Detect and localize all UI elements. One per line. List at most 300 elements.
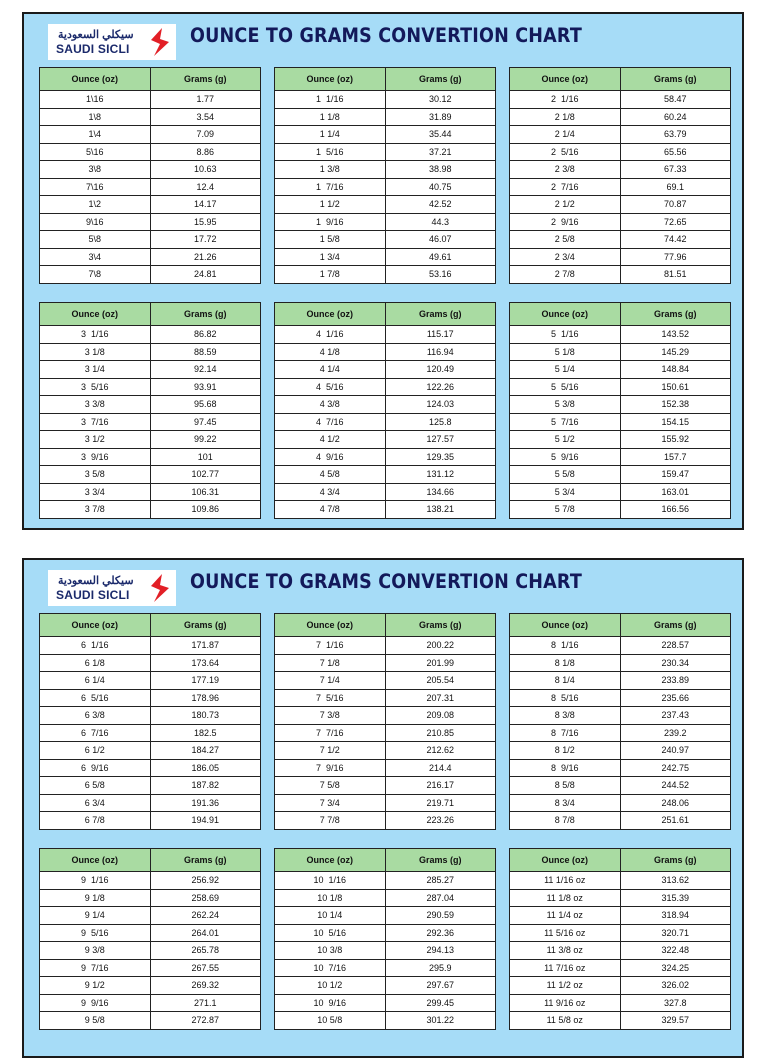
table-row	[510, 413, 731, 431]
table-row	[275, 413, 496, 431]
ounce-cell: 1 7/16	[275, 178, 386, 196]
grams-cell: 60.24	[620, 108, 731, 126]
grams-cell: 12.4	[150, 178, 261, 196]
ounce-cell: 1 3/8	[275, 161, 386, 179]
ounce-cell: 10 5/16	[275, 924, 386, 942]
table-row	[510, 742, 731, 760]
table-row	[510, 637, 731, 655]
conversion-table	[509, 302, 731, 519]
table-row	[275, 942, 496, 960]
grams-cell: 17.72	[150, 231, 261, 249]
ounce-cell: 3 5/8	[40, 466, 151, 484]
grams-cell: 125.8	[385, 413, 496, 431]
grams-cell: 180.73	[150, 707, 261, 725]
table-row	[510, 1012, 731, 1030]
grams-cell: 233.89	[620, 672, 731, 690]
ounce-cell: 6 1/2	[40, 742, 151, 760]
ounce-cell: 2 7/16	[510, 178, 621, 196]
conversion-table	[39, 67, 261, 284]
ounce-cell: 5 1/2	[510, 431, 621, 449]
grams-cell: 267.55	[150, 959, 261, 977]
table-row	[40, 413, 261, 431]
table-row	[510, 777, 731, 795]
grams-column-header: Grams (g)	[385, 68, 496, 91]
grams-cell: 182.5	[150, 724, 261, 742]
page-title: OUNCE TO GRAMS CONVERTION CHART	[190, 570, 582, 593]
sicli-s-icon	[148, 27, 172, 57]
grams-cell: 264.01	[150, 924, 261, 942]
table-row	[275, 777, 496, 795]
ounce-cell: 10 1/16	[275, 872, 386, 890]
grams-cell: 207.31	[385, 689, 496, 707]
ounce-cell: 9 1/2	[40, 977, 151, 995]
table-row	[510, 759, 731, 777]
grams-cell: 14.17	[150, 196, 261, 214]
ounce-column-header: Ounce (oz)	[40, 849, 151, 872]
table-row	[275, 161, 496, 179]
grams-cell: 171.87	[150, 637, 261, 655]
table-row	[40, 959, 261, 977]
grams-cell: 152.38	[620, 396, 731, 414]
table-row	[510, 707, 731, 725]
grams-cell: 318.94	[620, 907, 731, 925]
conversion-table	[274, 848, 496, 1030]
grams-column-header: Grams (g)	[150, 68, 261, 91]
ounce-cell: 3 1/2	[40, 431, 151, 449]
grams-cell: 131.12	[385, 466, 496, 484]
table-row	[40, 724, 261, 742]
ounce-cell: 7 5/16	[275, 689, 386, 707]
grams-cell: 201.99	[385, 654, 496, 672]
ounce-column-header: Ounce (oz)	[275, 303, 386, 326]
table-row	[40, 1012, 261, 1030]
table-row	[40, 213, 261, 231]
ounce-column-header: Ounce (oz)	[40, 303, 151, 326]
ounce-cell: 5 3/8	[510, 396, 621, 414]
grams-cell: 290.59	[385, 907, 496, 925]
table-row	[275, 501, 496, 519]
conversion-table	[274, 613, 496, 830]
table-row	[275, 466, 496, 484]
grams-cell: 173.64	[150, 654, 261, 672]
table-row	[510, 248, 731, 266]
conversion-table	[274, 302, 496, 519]
grams-cell: 219.71	[385, 794, 496, 812]
grams-cell: 3.54	[150, 108, 261, 126]
table-row	[510, 977, 731, 995]
table-row	[510, 196, 731, 214]
table-row	[275, 213, 496, 231]
table-row	[510, 448, 731, 466]
ounce-cell: 11 1/16 oz	[510, 872, 621, 890]
table-row	[40, 977, 261, 995]
ounce-cell: 9 7/16	[40, 959, 151, 977]
table-row	[510, 178, 731, 196]
ounce-cell: 2 9/16	[510, 213, 621, 231]
table-row	[275, 483, 496, 501]
table-row	[510, 689, 731, 707]
grams-cell: 256.92	[150, 872, 261, 890]
table-row	[275, 326, 496, 344]
grams-cell: 163.01	[620, 483, 731, 501]
grams-cell: 1.77	[150, 91, 261, 109]
ounce-cell: 8 7/8	[510, 812, 621, 830]
table-row	[40, 178, 261, 196]
table-row	[510, 501, 731, 519]
ounce-cell: 3 1/8	[40, 343, 151, 361]
table-row	[40, 812, 261, 830]
ounce-cell: 1 1/2	[275, 196, 386, 214]
grams-cell: 35.44	[385, 126, 496, 144]
ounce-cell: 7 9/16	[275, 759, 386, 777]
table-row	[510, 794, 731, 812]
table-row	[275, 143, 496, 161]
grams-cell: 209.08	[385, 707, 496, 725]
grams-cell: 37.21	[385, 143, 496, 161]
grams-cell: 205.54	[385, 672, 496, 690]
table-row	[40, 266, 261, 284]
table-row	[40, 361, 261, 379]
ounce-cell: 8 9/16	[510, 759, 621, 777]
table-row	[275, 266, 496, 284]
conversion-table	[39, 302, 261, 519]
ounce-cell: 5 1/8	[510, 343, 621, 361]
table-row	[510, 161, 731, 179]
grams-cell: 299.45	[385, 994, 496, 1012]
ounce-cell: 4 3/8	[275, 396, 386, 414]
grams-cell: 97.45	[150, 413, 261, 431]
ounce-cell: 11 1/2 oz	[510, 977, 621, 995]
grams-cell: 287.04	[385, 889, 496, 907]
ounce-cell: 9 3/8	[40, 942, 151, 960]
ounce-cell: 1 9/16	[275, 213, 386, 231]
ounce-cell: 6 9/16	[40, 759, 151, 777]
ounce-cell: 6 1/16	[40, 637, 151, 655]
grams-cell: 31.89	[385, 108, 496, 126]
table-row	[510, 483, 731, 501]
ounce-cell: 5 3/4	[510, 483, 621, 501]
ounce-cell: 1 3/4	[275, 248, 386, 266]
table-row	[510, 724, 731, 742]
grams-cell: 65.56	[620, 143, 731, 161]
grams-cell: 129.35	[385, 448, 496, 466]
table-header-row	[40, 849, 261, 872]
table-row	[275, 248, 496, 266]
ounce-cell: 7 1/4	[275, 672, 386, 690]
table-row	[40, 108, 261, 126]
ounce-cell: 5 9/16	[510, 448, 621, 466]
grams-cell: 116.94	[385, 343, 496, 361]
ounce-cell: 5\8	[40, 231, 151, 249]
grams-cell: 186.05	[150, 759, 261, 777]
grams-column-header: Grams (g)	[150, 614, 261, 637]
ounce-column-header: Ounce (oz)	[510, 614, 621, 637]
ounce-cell: 1 7/8	[275, 266, 386, 284]
grams-cell: 95.68	[150, 396, 261, 414]
ounce-cell: 8 3/4	[510, 794, 621, 812]
table-row	[275, 637, 496, 655]
grams-cell: 242.75	[620, 759, 731, 777]
ounce-cell: 3 5/16	[40, 378, 151, 396]
sicli-s-icon	[148, 573, 172, 603]
table-header-row	[275, 68, 496, 91]
grams-cell: 99.22	[150, 431, 261, 449]
grams-cell: 122.26	[385, 378, 496, 396]
ounce-cell: 2 5/16	[510, 143, 621, 161]
table-row	[275, 431, 496, 449]
grams-cell: 244.52	[620, 777, 731, 795]
grams-cell: 86.82	[150, 326, 261, 344]
ounce-cell: 5\16	[40, 143, 151, 161]
table-row	[510, 672, 731, 690]
grams-cell: 194.91	[150, 812, 261, 830]
grams-cell: 15.95	[150, 213, 261, 231]
grams-cell: 216.17	[385, 777, 496, 795]
ounce-cell: 1\16	[40, 91, 151, 109]
table-row	[510, 654, 731, 672]
grams-column-header: Grams (g)	[620, 614, 731, 637]
table-row	[510, 872, 731, 890]
table-header-row	[275, 849, 496, 872]
grams-cell: 77.96	[620, 248, 731, 266]
grams-cell: 154.15	[620, 413, 731, 431]
table-row	[40, 759, 261, 777]
table-row	[510, 396, 731, 414]
ounce-cell: 6 5/8	[40, 777, 151, 795]
saudi-sicli-logo: سيكلي السعودية SAUDI SICLI	[48, 24, 176, 60]
ounce-column-header: Ounce (oz)	[275, 849, 386, 872]
ounce-cell: 1 1/4	[275, 126, 386, 144]
grams-cell: 297.67	[385, 977, 496, 995]
ounce-cell: 1 5/16	[275, 143, 386, 161]
table-row	[510, 378, 731, 396]
grams-cell: 212.62	[385, 742, 496, 760]
ounce-column-header: Ounce (oz)	[510, 849, 621, 872]
table-row	[40, 396, 261, 414]
table-row	[510, 126, 731, 144]
table-row	[40, 326, 261, 344]
ounce-cell: 4 1/4	[275, 361, 386, 379]
grams-cell: 134.66	[385, 483, 496, 501]
table-row	[510, 942, 731, 960]
table-row	[275, 959, 496, 977]
grams-cell: 21.26	[150, 248, 261, 266]
grams-cell: 72.65	[620, 213, 731, 231]
grams-cell: 177.19	[150, 672, 261, 690]
ounce-cell: 8 5/16	[510, 689, 621, 707]
table-row	[40, 994, 261, 1012]
grams-cell: 295.9	[385, 959, 496, 977]
ounce-cell: 9 1/16	[40, 872, 151, 890]
grams-cell: 237.43	[620, 707, 731, 725]
conversion-table	[509, 848, 731, 1030]
ounce-cell: 2 1/4	[510, 126, 621, 144]
table-header-row	[510, 303, 731, 326]
chart-panel-1	[22, 12, 744, 530]
ounce-cell: 6 1/8	[40, 654, 151, 672]
ounce-cell: 7 3/8	[275, 707, 386, 725]
ounce-cell: 9 1/4	[40, 907, 151, 925]
grams-column-header: Grams (g)	[385, 849, 496, 872]
table-row	[275, 178, 496, 196]
grams-cell: 248.06	[620, 794, 731, 812]
ounce-cell: 8 1/2	[510, 742, 621, 760]
ounce-cell: 7 1/2	[275, 742, 386, 760]
grams-cell: 326.02	[620, 977, 731, 995]
grams-cell: 315.39	[620, 889, 731, 907]
conversion-table	[274, 67, 496, 284]
ounce-column-header: Ounce (oz)	[40, 68, 151, 91]
grams-column-header: Grams (g)	[620, 849, 731, 872]
table-row	[40, 942, 261, 960]
grams-cell: 210.85	[385, 724, 496, 742]
grams-cell: 327.8	[620, 994, 731, 1012]
table-row	[275, 707, 496, 725]
grams-cell: 30.12	[385, 91, 496, 109]
ounce-column-header: Ounce (oz)	[510, 303, 621, 326]
grams-cell: 44.3	[385, 213, 496, 231]
ounce-cell: 4 1/16	[275, 326, 386, 344]
table-row	[510, 108, 731, 126]
ounce-cell: 11 5/16 oz	[510, 924, 621, 942]
grams-column-header: Grams (g)	[385, 614, 496, 637]
grams-cell: 109.86	[150, 501, 261, 519]
grams-cell: 269.32	[150, 977, 261, 995]
ounce-cell: 1\4	[40, 126, 151, 144]
conversion-table	[509, 613, 731, 830]
table-row	[275, 196, 496, 214]
table-row	[510, 907, 731, 925]
ounce-cell: 8 1/8	[510, 654, 621, 672]
table-row	[275, 378, 496, 396]
grams-cell: 324.25	[620, 959, 731, 977]
table-row	[40, 742, 261, 760]
grams-cell: 24.81	[150, 266, 261, 284]
grams-cell: 228.57	[620, 637, 731, 655]
table-row	[40, 907, 261, 925]
table-row	[275, 812, 496, 830]
table-row	[40, 872, 261, 890]
table-row	[40, 231, 261, 249]
grams-cell: 115.17	[385, 326, 496, 344]
table-row	[40, 654, 261, 672]
ounce-cell: 10 1/4	[275, 907, 386, 925]
table-row	[275, 977, 496, 995]
table-row	[275, 654, 496, 672]
ounce-cell: 7 5/8	[275, 777, 386, 795]
grams-cell: 223.26	[385, 812, 496, 830]
ounce-cell: 3 1/4	[40, 361, 151, 379]
table-row	[40, 143, 261, 161]
ounce-cell: 8 7/16	[510, 724, 621, 742]
chart-panel-2	[22, 558, 744, 1058]
grams-column-header: Grams (g)	[620, 303, 731, 326]
grams-cell: 191.36	[150, 794, 261, 812]
grams-cell: 138.21	[385, 501, 496, 519]
grams-cell: 102.77	[150, 466, 261, 484]
grams-cell: 155.92	[620, 431, 731, 449]
ounce-column-header: Ounce (oz)	[40, 614, 151, 637]
grams-cell: 258.69	[150, 889, 261, 907]
table-row	[510, 266, 731, 284]
table-header-row	[510, 614, 731, 637]
table-row	[40, 448, 261, 466]
ounce-cell: 5 1/16	[510, 326, 621, 344]
table-row	[40, 343, 261, 361]
grams-cell: 69.1	[620, 178, 731, 196]
ounce-cell: 6 5/16	[40, 689, 151, 707]
ounce-cell: 6 3/8	[40, 707, 151, 725]
grams-cell: 148.84	[620, 361, 731, 379]
table-row	[275, 126, 496, 144]
ounce-cell: 7 3/4	[275, 794, 386, 812]
grams-cell: 53.16	[385, 266, 496, 284]
ounce-cell: 3\4	[40, 248, 151, 266]
grams-column-header: Grams (g)	[620, 68, 731, 91]
grams-cell: 262.24	[150, 907, 261, 925]
table-row	[40, 637, 261, 655]
table-row	[40, 196, 261, 214]
ounce-cell: 7\8	[40, 266, 151, 284]
grams-cell: 81.51	[620, 266, 731, 284]
grams-cell: 214.4	[385, 759, 496, 777]
grams-cell: 8.86	[150, 143, 261, 161]
ounce-cell: 10 3/8	[275, 942, 386, 960]
grams-cell: 322.48	[620, 942, 731, 960]
table-row	[275, 924, 496, 942]
ounce-cell: 5 5/8	[510, 466, 621, 484]
grams-cell: 145.29	[620, 343, 731, 361]
table-row	[40, 126, 261, 144]
table-row	[40, 689, 261, 707]
page-title: OUNCE TO GRAMS CONVERTION CHART	[190, 24, 582, 47]
table-row	[40, 91, 261, 109]
grams-cell: 93.91	[150, 378, 261, 396]
ounce-cell: 4 7/16	[275, 413, 386, 431]
table-row	[510, 812, 731, 830]
ounce-cell: 1 1/16	[275, 91, 386, 109]
table-row	[40, 466, 261, 484]
ounce-cell: 10 5/8	[275, 1012, 386, 1030]
grams-cell: 40.75	[385, 178, 496, 196]
grams-cell: 159.47	[620, 466, 731, 484]
table-row	[275, 872, 496, 890]
ounce-cell: 7 1/8	[275, 654, 386, 672]
ounce-cell: 6 7/8	[40, 812, 151, 830]
table-header-row	[40, 68, 261, 91]
ounce-cell: 9 1/8	[40, 889, 151, 907]
conversion-table	[39, 848, 261, 1030]
grams-cell: 240.97	[620, 742, 731, 760]
table-row	[275, 91, 496, 109]
ounce-cell: 2 1/8	[510, 108, 621, 126]
grams-cell: 313.62	[620, 872, 731, 890]
table-row	[275, 396, 496, 414]
grams-cell: 92.14	[150, 361, 261, 379]
table-row	[275, 689, 496, 707]
grams-column-header: Grams (g)	[150, 303, 261, 326]
table-row	[40, 889, 261, 907]
ounce-cell: 11 1/4 oz	[510, 907, 621, 925]
table-row	[275, 108, 496, 126]
grams-cell: 184.27	[150, 742, 261, 760]
ounce-cell: 2 3/8	[510, 161, 621, 179]
ounce-cell: 3 9/16	[40, 448, 151, 466]
table-row	[40, 501, 261, 519]
ounce-cell: 9 5/16	[40, 924, 151, 942]
saudi-sicli-logo: سيكلي السعودية SAUDI SICLI	[48, 570, 176, 606]
ounce-cell: 3 7/16	[40, 413, 151, 431]
